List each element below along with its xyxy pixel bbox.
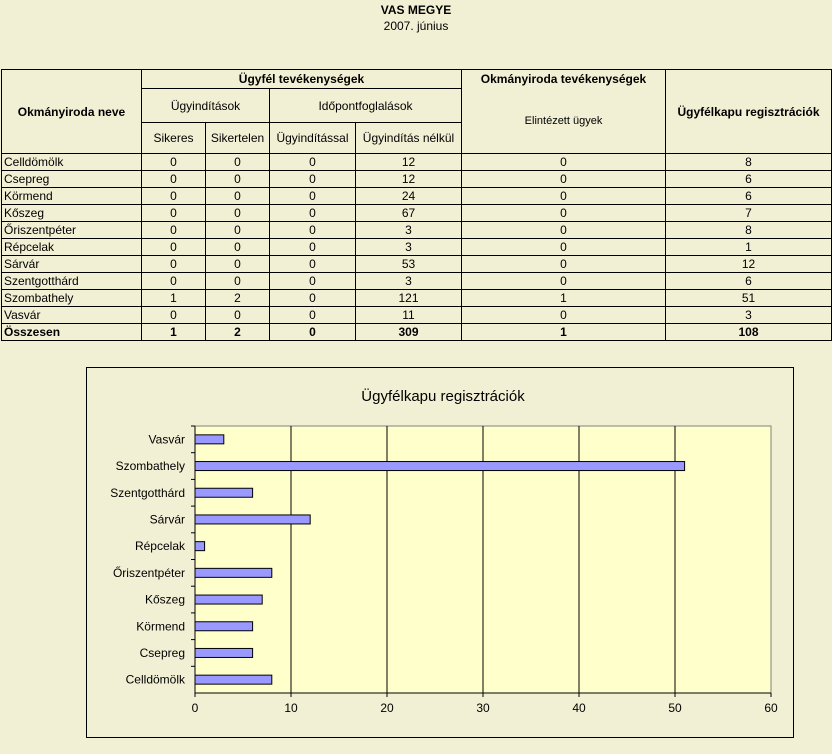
value-cell: 0 [462,154,666,171]
value-cell: 0 [142,171,206,188]
value-cell: 0 [206,273,270,290]
category-label: Szentgotthárd [110,485,185,500]
value-cell: 8 [666,222,832,239]
table-row [2,205,832,222]
value-cell: 1 [462,290,666,307]
category-label: Vasvár [148,432,185,447]
bar [195,542,205,551]
category-label: Sárvár [149,512,185,527]
group-client-activities: Ügyfél tevékenységek [142,70,462,89]
office-name-cell: Szentgotthárd [2,273,142,290]
table-row [2,222,832,239]
office-name-cell: Szombathely [2,290,142,307]
category-label: Szombathely [115,459,185,474]
value-cell: 0 [270,222,356,239]
value-cell: 0 [142,256,206,273]
table-row [2,188,832,205]
chart-panel [86,367,794,738]
value-cell: 0 [206,154,270,171]
value-cell: 0 [462,307,666,324]
value-cell: 309 [356,324,462,341]
value-cell: 0 [270,324,356,341]
value-cell: 0 [462,222,666,239]
value-cell: 0 [270,239,356,256]
sub-appointments: Időpontfoglalások [270,89,462,123]
office-name-cell: Celldömölk [2,154,142,171]
value-cell: 0 [142,188,206,205]
table-row [2,239,832,256]
value-cell: 0 [142,222,206,239]
value-cell: 2 [206,290,270,307]
value-cell: 0 [462,256,666,273]
value-cell: 12 [356,154,462,171]
report-subtitle: 2007. június [383,19,449,33]
col-gate-registrations: Ügyfélkapu regisztrációk [666,70,832,154]
value-cell: 3 [356,239,462,256]
x-tick-label: 60 [764,701,778,715]
value-cell: 0 [270,154,356,171]
value-cell: 2 [206,324,270,341]
category-label: Celldömölk [125,672,185,687]
bar-chart [87,368,793,737]
value-cell: 0 [206,239,270,256]
x-tick-label: 40 [572,701,586,715]
x-tick-label: 10 [284,701,298,715]
value-cell: 6 [666,273,832,290]
col-done-cases: Elintézett ügyek [462,89,666,154]
value-cell: 11 [356,307,462,324]
value-cell: 0 [270,256,356,273]
value-cell: 0 [206,188,270,205]
value-cell: 1 [462,324,666,341]
office-name-cell: Csepreg [2,171,142,188]
value-cell: 12 [666,256,832,273]
value-cell: 121 [356,290,462,307]
value-cell: 0 [206,171,270,188]
bar [195,568,272,577]
bar [195,622,253,631]
statistics-table [1,69,832,341]
office-name-cell: Répcelak [2,239,142,256]
value-cell: 1 [142,324,206,341]
value-cell: 0 [270,205,356,222]
bar [195,435,224,444]
bar [195,462,685,471]
value-cell: 1 [666,239,832,256]
value-cell: 0 [142,239,206,256]
category-label: Csepreg [139,645,185,660]
value-cell: 0 [270,171,356,188]
value-cell: 0 [462,239,666,256]
category-label: Őriszentpéter [112,565,185,580]
value-cell: 0 [462,205,666,222]
table-row [2,256,832,273]
value-cell: 53 [356,256,462,273]
bar [195,488,253,497]
value-cell: 0 [142,307,206,324]
office-name-cell: Kőszeg [2,205,142,222]
office-name-cell: Sárvár [2,256,142,273]
value-cell: 0 [142,154,206,171]
value-cell: 0 [206,205,270,222]
value-cell: 51 [666,290,832,307]
value-cell: 8 [666,154,832,171]
report-header [0,0,832,33]
value-cell: 3 [666,307,832,324]
total-row [2,324,832,341]
office-name-cell: Összesen [2,324,142,341]
report-title: VAS MEGYE [380,3,452,17]
x-tick-label: 30 [476,701,490,715]
group-office-activities: Okmányiroda tevékenységek [462,70,666,89]
value-cell: 7 [666,205,832,222]
bar [195,648,253,657]
value-cell: 0 [270,273,356,290]
value-cell: 0 [142,205,206,222]
value-cell: 0 [206,222,270,239]
value-cell: 3 [356,222,462,239]
x-tick-label: 50 [668,701,682,715]
col-with-identification: Ügyindítással [270,123,356,154]
value-cell: 67 [356,205,462,222]
col-without-identification: Ügyindítás nélkül [356,123,462,154]
table-row [2,154,832,171]
office-name-cell: Vasvár [2,307,142,324]
table-row [2,290,832,307]
col-success: Sikeres [142,123,206,154]
value-cell: 3 [356,273,462,290]
category-label: Körmend [136,619,185,634]
value-cell: 0 [142,273,206,290]
value-cell: 12 [356,171,462,188]
office-name-cell: Körmend [2,188,142,205]
col-fail: Sikertelen [206,123,270,154]
value-cell: 6 [666,188,832,205]
x-tick-label: 0 [191,701,199,715]
value-cell: 108 [666,324,832,341]
sub-identification: Ügyindítások [142,89,270,123]
office-name-cell: Őriszentpéter [2,222,142,239]
value-cell: 0 [270,188,356,205]
category-label: Répcelak [134,539,185,554]
value-cell: 1 [142,290,206,307]
bar [195,515,310,524]
chart-title: Ügyfélkapu regisztrációk [361,388,525,405]
value-cell: 0 [206,256,270,273]
table-row [2,171,832,188]
bar [195,595,262,604]
table-row [2,307,832,324]
value-cell: 0 [462,273,666,290]
value-cell: 0 [270,307,356,324]
x-tick-label: 20 [380,701,394,715]
category-label: Kőszeg [144,592,185,607]
value-cell: 0 [462,171,666,188]
value-cell: 6 [666,171,832,188]
value-cell: 0 [462,188,666,205]
value-cell: 0 [206,307,270,324]
value-cell: 24 [356,188,462,205]
table-row [2,273,832,290]
value-cell: 0 [270,290,356,307]
bar [195,675,272,684]
col-office-name: Okmányiroda neve [2,70,142,154]
